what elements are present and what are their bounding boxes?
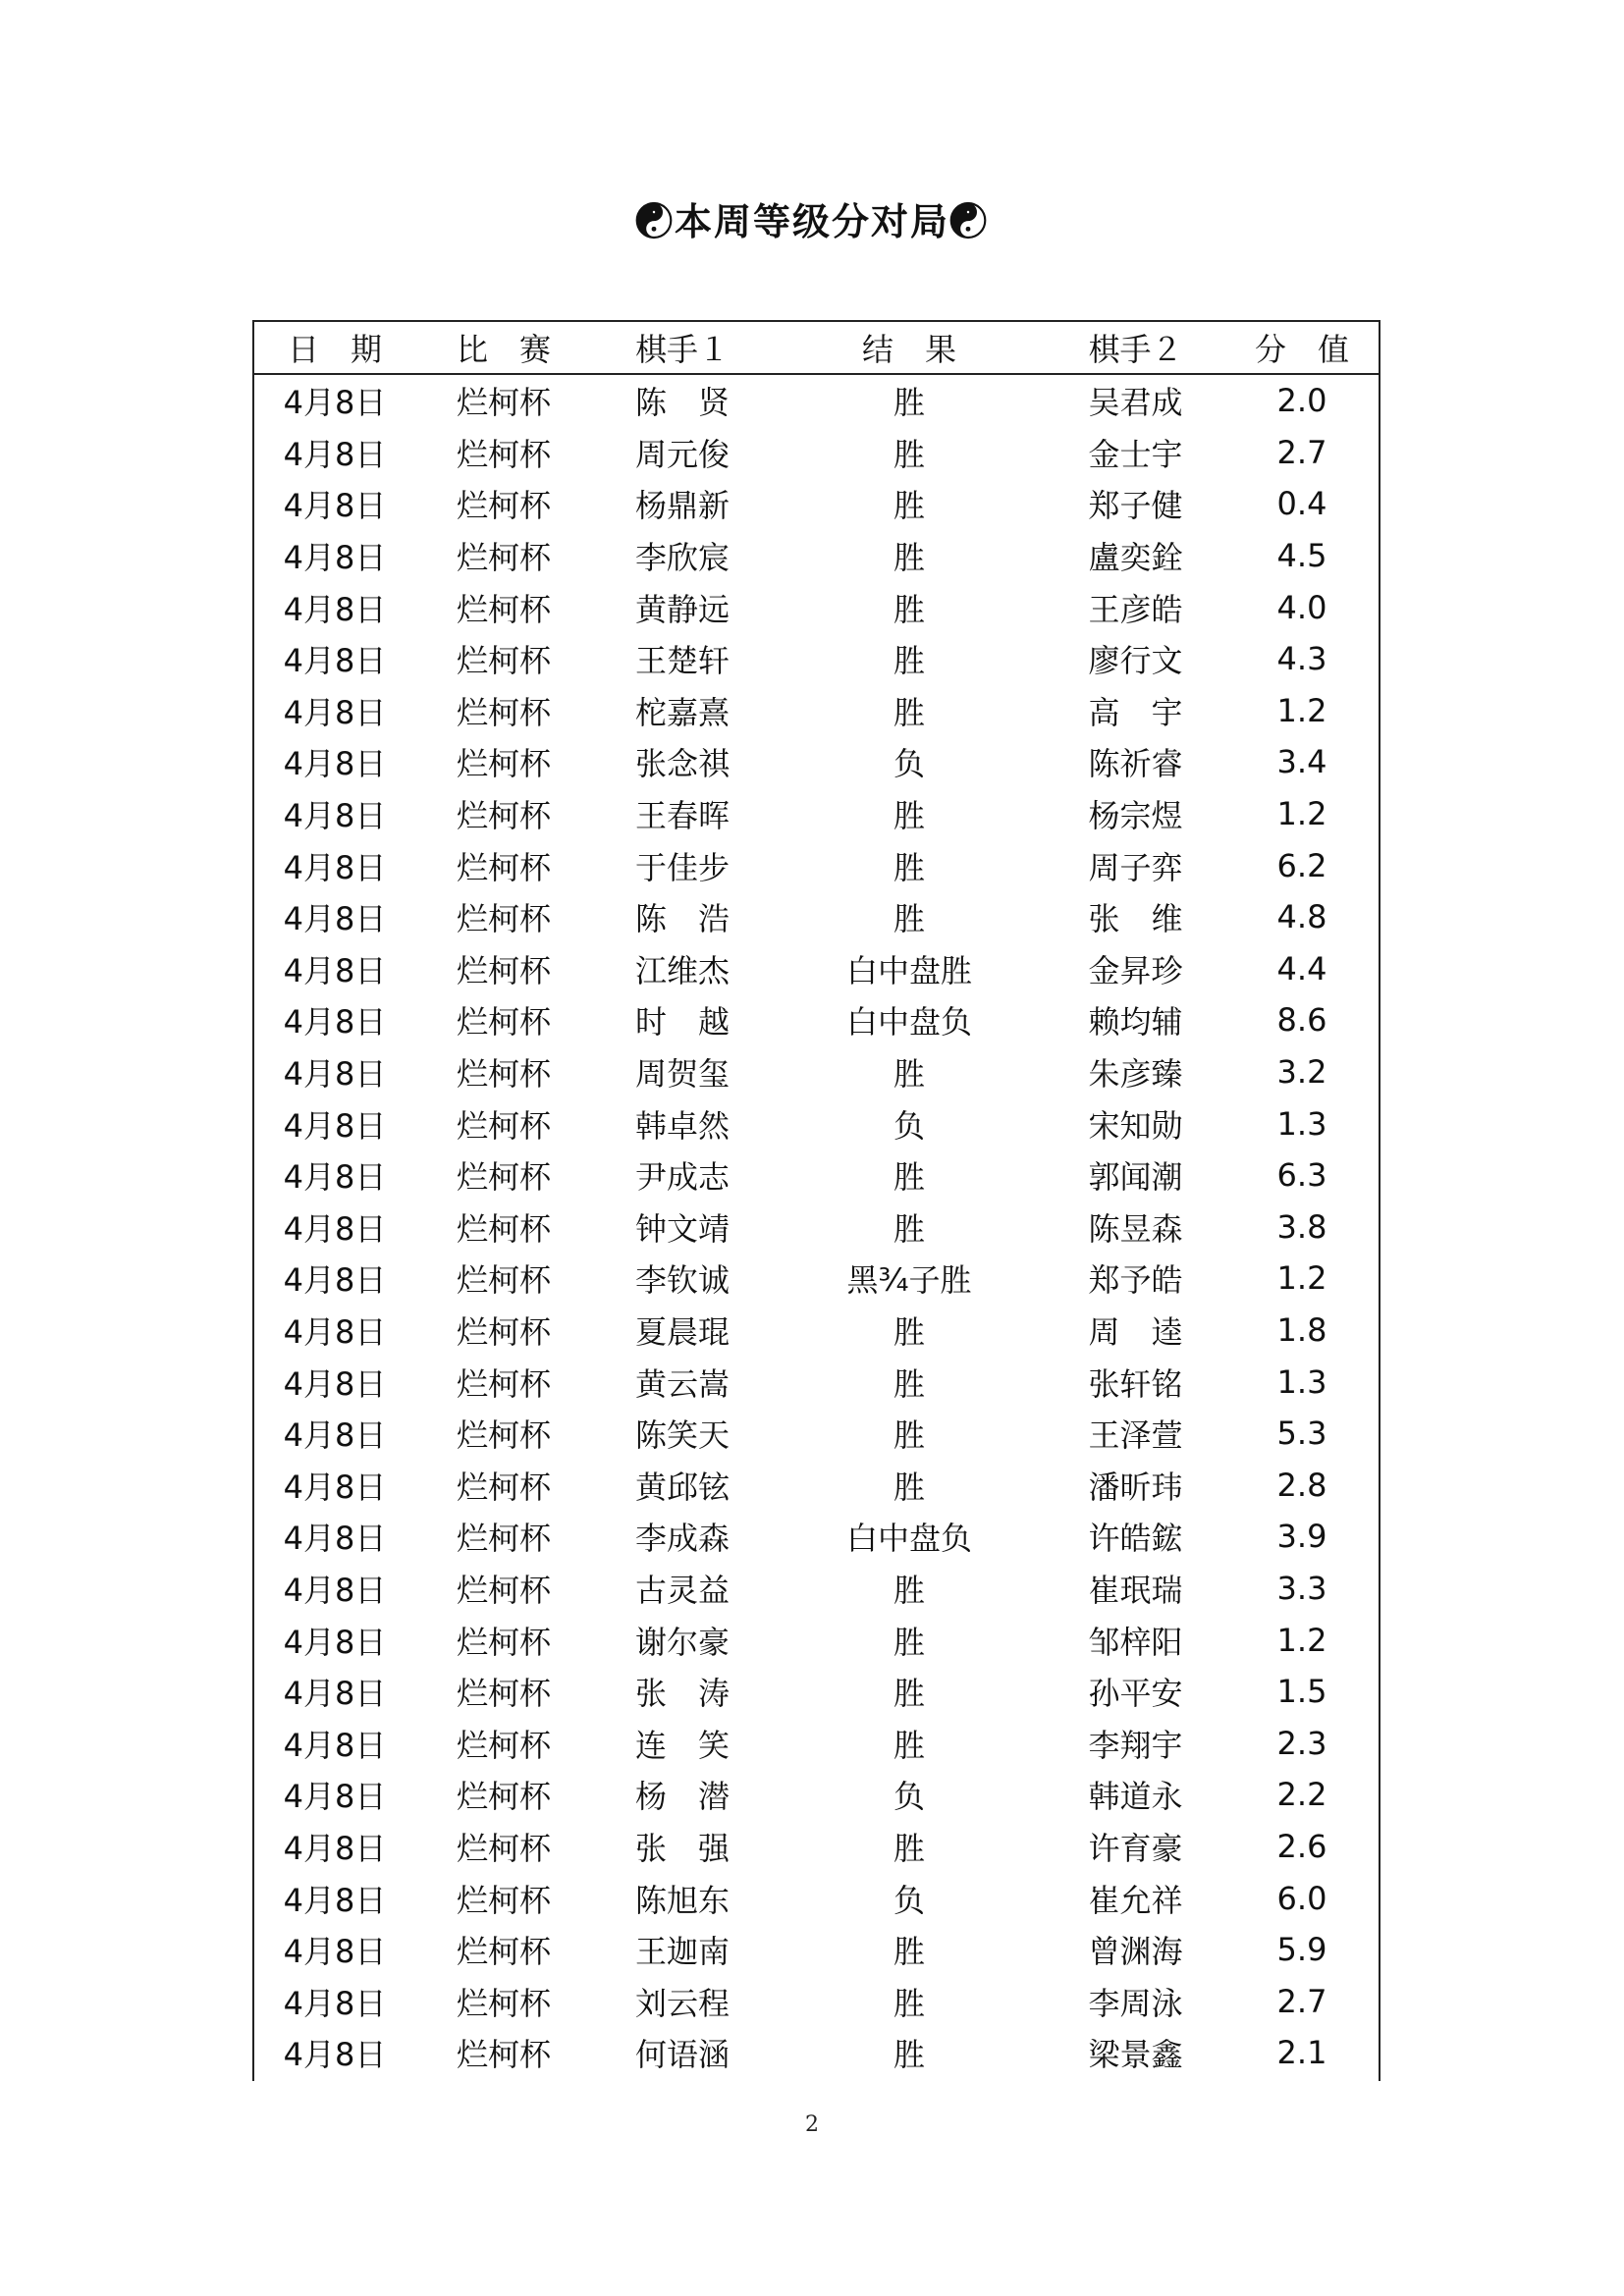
cell-score: 6.3 bbox=[1276, 1156, 1327, 1195]
header-event: 比 赛 bbox=[415, 322, 592, 374]
cell-player2: 陈祈睿 bbox=[1088, 745, 1183, 783]
cell-date: 4月8日 bbox=[283, 1312, 387, 1351]
cell-date: 4月8日 bbox=[283, 384, 387, 422]
cell-player2: 许育豪 bbox=[1088, 1829, 1183, 1867]
cell-result: 胜 bbox=[893, 1726, 925, 1764]
cell-date: 4月8日 bbox=[283, 1209, 387, 1248]
cell-event: 烂柯杯 bbox=[456, 1364, 551, 1403]
cell-result: 胜 bbox=[893, 590, 925, 628]
cell-score: 2.1 bbox=[1276, 2034, 1327, 2072]
cell-date: 4月8日 bbox=[283, 1675, 387, 1713]
cell-player1: 尹成志 bbox=[634, 1158, 730, 1197]
cell-score: 5.9 bbox=[1276, 1931, 1327, 1969]
cell-player1: 陈 贤 bbox=[634, 384, 730, 422]
cell-result: 胜 bbox=[893, 1364, 925, 1403]
cell-event: 烂柯杯 bbox=[456, 1829, 551, 1867]
table-row bbox=[254, 685, 1379, 737]
cell-score: 1.8 bbox=[1276, 1310, 1327, 1349]
table-row bbox=[254, 839, 1379, 891]
cell-player1: 李钦诚 bbox=[634, 1261, 730, 1300]
cell-player2: 邹梓阳 bbox=[1088, 1623, 1183, 1661]
cell-player2: 郑子健 bbox=[1088, 487, 1183, 525]
cell-player2: 张轩铭 bbox=[1088, 1364, 1183, 1403]
table-row bbox=[254, 1924, 1379, 1976]
cell-result: 白中盘负 bbox=[845, 1003, 972, 1041]
cell-result: 胜 bbox=[893, 1675, 925, 1713]
table-row bbox=[254, 478, 1379, 530]
cell-player1: 于佳步 bbox=[634, 848, 730, 886]
cell-result: 胜 bbox=[893, 539, 925, 577]
cell-player1: 钟文靖 bbox=[634, 1209, 730, 1248]
cell-date: 4月8日 bbox=[283, 1933, 387, 1971]
cell-player1: 连 笑 bbox=[634, 1726, 730, 1764]
cell-date: 4月8日 bbox=[283, 848, 387, 886]
cell-date: 4月8日 bbox=[283, 1726, 387, 1764]
cell-player2: 曾渊海 bbox=[1088, 1933, 1183, 1971]
cell-player1: 韩卓然 bbox=[634, 1106, 730, 1145]
cell-event: 烂柯杯 bbox=[456, 1209, 551, 1248]
page-number: 2 bbox=[805, 2112, 819, 2137]
cell-event: 烂柯杯 bbox=[456, 745, 551, 783]
cell-player1: 刘云程 bbox=[634, 1984, 730, 2022]
table-row bbox=[254, 1149, 1379, 1201]
table-row bbox=[254, 1408, 1379, 1460]
cell-player1: 张 涛 bbox=[634, 1675, 730, 1713]
cell-player2: 郑予皓 bbox=[1088, 1261, 1183, 1300]
cell-score: 2.8 bbox=[1276, 1466, 1327, 1504]
cell-event: 烂柯杯 bbox=[456, 2036, 551, 2074]
table-row bbox=[254, 1872, 1379, 1924]
cell-player1: 时 越 bbox=[634, 1003, 730, 1041]
table-row bbox=[254, 1511, 1379, 1563]
cell-score: 1.5 bbox=[1276, 1673, 1327, 1711]
header-result: 结 果 bbox=[773, 322, 1046, 374]
cell-event: 烂柯杯 bbox=[456, 1055, 551, 1094]
cell-result: 黑¾子胜 bbox=[846, 1261, 972, 1300]
cell-date: 4月8日 bbox=[283, 1416, 387, 1455]
cell-event: 烂柯杯 bbox=[456, 384, 551, 422]
cell-event: 烂柯杯 bbox=[456, 1933, 551, 1971]
table-row bbox=[254, 1666, 1379, 1718]
cell-result: 负 bbox=[893, 1106, 925, 1145]
cell-score: 2.3 bbox=[1276, 1724, 1327, 1762]
cell-score: 3.8 bbox=[1276, 1207, 1327, 1246]
cell-score: 4.5 bbox=[1276, 537, 1327, 575]
cell-result: 胜 bbox=[893, 1209, 925, 1248]
table-row bbox=[254, 1459, 1379, 1511]
cell-player1: 江维杰 bbox=[634, 951, 730, 989]
cell-date: 4月8日 bbox=[283, 487, 387, 525]
cell-event: 烂柯杯 bbox=[456, 435, 551, 473]
cell-event: 烂柯杯 bbox=[456, 1984, 551, 2022]
cell-player2: 陈昱森 bbox=[1088, 1209, 1183, 1248]
cell-player2: 赖均辅 bbox=[1088, 1003, 1183, 1041]
cell-date: 4月8日 bbox=[283, 1623, 387, 1661]
cell-score: 1.2 bbox=[1276, 691, 1327, 729]
cell-result: 胜 bbox=[893, 384, 925, 422]
table-row bbox=[254, 374, 1379, 427]
table-row bbox=[254, 1717, 1379, 1769]
cell-event: 烂柯杯 bbox=[456, 1571, 551, 1609]
table-row bbox=[254, 427, 1379, 479]
cell-result: 负 bbox=[893, 1881, 925, 1919]
cell-event: 烂柯杯 bbox=[456, 693, 551, 731]
cell-date: 4月8日 bbox=[283, 1261, 387, 1300]
table-row bbox=[254, 1305, 1379, 1357]
cell-score: 4.3 bbox=[1276, 640, 1327, 678]
cell-player2: 崔珉瑞 bbox=[1088, 1571, 1183, 1609]
cell-score: 1.2 bbox=[1276, 1621, 1327, 1659]
cell-result: 胜 bbox=[893, 1829, 925, 1867]
cell-event: 烂柯杯 bbox=[456, 590, 551, 628]
cell-event: 烂柯杯 bbox=[456, 1003, 551, 1041]
cell-event: 烂柯杯 bbox=[456, 1881, 551, 1919]
cell-date: 4月8日 bbox=[283, 1520, 387, 1558]
cell-player2: 金士宇 bbox=[1088, 435, 1183, 473]
cell-score: 3.3 bbox=[1276, 1569, 1327, 1607]
cell-result: 胜 bbox=[893, 2036, 925, 2074]
page-title: ☯本周等级分对局☯ bbox=[634, 199, 989, 243]
cell-result: 胜 bbox=[893, 1623, 925, 1661]
table-row bbox=[254, 788, 1379, 840]
header-player2: 棋手２ bbox=[1046, 322, 1225, 374]
cell-result: 胜 bbox=[893, 1571, 925, 1609]
cell-score: 8.6 bbox=[1276, 1001, 1327, 1040]
cell-player1: 黄静远 bbox=[634, 590, 730, 628]
cell-result: 胜 bbox=[893, 900, 925, 938]
cell-event: 烂柯杯 bbox=[456, 1261, 551, 1300]
header-row bbox=[254, 322, 1379, 374]
cell-player1: 张念祺 bbox=[634, 745, 730, 783]
results-table-container bbox=[252, 320, 1380, 2081]
results-table bbox=[254, 322, 1379, 2079]
cell-player2: 高 宇 bbox=[1088, 693, 1183, 731]
cell-player2: 金昇珍 bbox=[1088, 951, 1183, 989]
cell-player2: 吴君成 bbox=[1088, 384, 1183, 422]
table-row bbox=[254, 530, 1379, 582]
cell-date: 4月8日 bbox=[283, 642, 387, 680]
cell-player2: 许皓鋐 bbox=[1088, 1520, 1183, 1558]
cell-score: 3.2 bbox=[1276, 1053, 1327, 1092]
cell-player1: 王春晖 bbox=[634, 797, 730, 835]
cell-player1: 张 强 bbox=[634, 1829, 730, 1867]
cell-player2: 盧奕銓 bbox=[1088, 539, 1183, 577]
table-row bbox=[254, 1563, 1379, 1615]
table-row bbox=[254, 581, 1379, 633]
cell-result: 胜 bbox=[893, 642, 925, 680]
cell-player2: 潘昕玮 bbox=[1088, 1468, 1183, 1506]
cell-date: 4月8日 bbox=[283, 1364, 387, 1403]
cell-player1: 夏晨琨 bbox=[634, 1312, 730, 1351]
cell-result: 负 bbox=[893, 745, 925, 783]
cell-date: 4月8日 bbox=[283, 1881, 387, 1919]
cell-date: 4月8日 bbox=[283, 797, 387, 835]
table-row bbox=[254, 1614, 1379, 1666]
cell-result: 胜 bbox=[893, 435, 925, 473]
cell-player1: 何语涵 bbox=[634, 2036, 730, 2074]
cell-result: 胜 bbox=[893, 1055, 925, 1094]
cell-date: 4月8日 bbox=[283, 1984, 387, 2022]
cell-player2: 李翔宇 bbox=[1088, 1726, 1183, 1764]
table-row bbox=[254, 633, 1379, 685]
cell-player1: 古灵益 bbox=[634, 1571, 730, 1609]
cell-date: 4月8日 bbox=[283, 951, 387, 989]
cell-score: 4.4 bbox=[1276, 949, 1327, 988]
cell-date: 4月8日 bbox=[283, 539, 387, 577]
table-row bbox=[254, 891, 1379, 943]
cell-score: 6.2 bbox=[1276, 846, 1327, 884]
cell-player1: 谢尔豪 bbox=[634, 1623, 730, 1661]
cell-player1: 王楚轩 bbox=[634, 642, 730, 680]
cell-date: 4月8日 bbox=[283, 693, 387, 731]
header-score: 分 值 bbox=[1225, 322, 1379, 374]
table-row bbox=[254, 1975, 1379, 2027]
cell-player2: 周子弈 bbox=[1088, 848, 1183, 886]
cell-player2: 孙平安 bbox=[1088, 1675, 1183, 1713]
cell-event: 烂柯杯 bbox=[456, 1726, 551, 1764]
cell-score: 4.8 bbox=[1276, 898, 1327, 936]
cell-player1: 柁嘉熹 bbox=[634, 693, 730, 731]
table-row bbox=[254, 943, 1379, 995]
table-row bbox=[254, 1356, 1379, 1408]
cell-player1: 王迦南 bbox=[634, 1933, 730, 1971]
cell-event: 烂柯杯 bbox=[456, 1675, 551, 1713]
cell-event: 烂柯杯 bbox=[456, 900, 551, 938]
table-row bbox=[254, 736, 1379, 788]
cell-player2: 张 维 bbox=[1088, 900, 1183, 938]
cell-event: 烂柯杯 bbox=[456, 848, 551, 886]
cell-player2: 廖行文 bbox=[1088, 642, 1183, 680]
cell-player2: 宋知勋 bbox=[1088, 1106, 1183, 1145]
table-row bbox=[254, 1097, 1379, 1149]
cell-player1: 黄云嵩 bbox=[634, 1364, 730, 1403]
cell-result: 负 bbox=[893, 1778, 925, 1816]
cell-event: 烂柯杯 bbox=[456, 951, 551, 989]
cell-result: 胜 bbox=[893, 487, 925, 525]
cell-player1: 李成森 bbox=[634, 1520, 730, 1558]
cell-result: 胜 bbox=[893, 693, 925, 731]
cell-player2: 梁景鑫 bbox=[1088, 2036, 1183, 2074]
cell-date: 4月8日 bbox=[283, 1468, 387, 1506]
cell-player2: 韩道永 bbox=[1088, 1778, 1183, 1816]
cell-event: 烂柯杯 bbox=[456, 1312, 551, 1351]
cell-result: 白中盘胜 bbox=[845, 951, 972, 989]
table-row bbox=[254, 1253, 1379, 1305]
cell-date: 4月8日 bbox=[283, 745, 387, 783]
cell-date: 4月8日 bbox=[283, 1829, 387, 1867]
cell-score: 3.4 bbox=[1276, 743, 1327, 781]
cell-date: 4月8日 bbox=[283, 1003, 387, 1041]
cell-result: 胜 bbox=[893, 1312, 925, 1351]
cell-event: 烂柯杯 bbox=[456, 1468, 551, 1506]
cell-event: 烂柯杯 bbox=[456, 539, 551, 577]
cell-player1: 李欣宸 bbox=[634, 539, 730, 577]
cell-score: 5.3 bbox=[1276, 1415, 1327, 1453]
cell-result: 胜 bbox=[893, 1468, 925, 1506]
cell-player1: 周元俊 bbox=[634, 435, 730, 473]
cell-event: 烂柯杯 bbox=[456, 1520, 551, 1558]
cell-result: 白中盘负 bbox=[845, 1520, 972, 1558]
table-header bbox=[254, 322, 1379, 374]
table-row bbox=[254, 1201, 1379, 1254]
cell-date: 4月8日 bbox=[283, 590, 387, 628]
table-row bbox=[254, 994, 1379, 1046]
cell-player1: 黄邱铉 bbox=[634, 1468, 730, 1506]
cell-player2: 郭闻潮 bbox=[1088, 1158, 1183, 1197]
cell-event: 烂柯杯 bbox=[456, 1416, 551, 1455]
cell-score: 0.4 bbox=[1276, 485, 1327, 523]
cell-score: 1.2 bbox=[1276, 795, 1327, 833]
cell-player1: 陈 浩 bbox=[634, 900, 730, 938]
table-row bbox=[254, 1769, 1379, 1821]
cell-date: 4月8日 bbox=[283, 1055, 387, 1094]
cell-date: 4月8日 bbox=[283, 1106, 387, 1145]
cell-score: 2.2 bbox=[1276, 1776, 1327, 1814]
cell-date: 4月8日 bbox=[283, 1158, 387, 1197]
cell-score: 2.7 bbox=[1276, 433, 1327, 471]
cell-score: 6.0 bbox=[1276, 1879, 1327, 1917]
cell-player1: 周贺玺 bbox=[634, 1055, 730, 1094]
cell-score: 2.7 bbox=[1276, 1982, 1327, 2020]
header-player1: 棋手１ bbox=[592, 322, 773, 374]
cell-result: 胜 bbox=[893, 1158, 925, 1197]
cell-score: 3.9 bbox=[1276, 1518, 1327, 1556]
cell-date: 4月8日 bbox=[283, 435, 387, 473]
table-row bbox=[254, 1821, 1379, 1873]
cell-result: 胜 bbox=[893, 1984, 925, 2022]
cell-event: 烂柯杯 bbox=[456, 1106, 551, 1145]
cell-result: 胜 bbox=[893, 1416, 925, 1455]
cell-date: 4月8日 bbox=[283, 1571, 387, 1609]
cell-event: 烂柯杯 bbox=[456, 797, 551, 835]
cell-score: 4.0 bbox=[1276, 588, 1327, 626]
header-date: 日 期 bbox=[254, 322, 415, 374]
cell-score: 2.6 bbox=[1276, 1827, 1327, 1865]
cell-result: 胜 bbox=[893, 848, 925, 886]
table-body bbox=[254, 374, 1379, 2079]
cell-event: 烂柯杯 bbox=[456, 1778, 551, 1816]
cell-player1: 陈旭东 bbox=[634, 1881, 730, 1919]
cell-player2: 王泽萱 bbox=[1088, 1416, 1183, 1455]
cell-player1: 陈笑天 bbox=[634, 1416, 730, 1455]
cell-event: 烂柯杯 bbox=[456, 1158, 551, 1197]
cell-score: 2.0 bbox=[1276, 382, 1327, 420]
cell-event: 烂柯杯 bbox=[456, 487, 551, 525]
cell-result: 胜 bbox=[893, 797, 925, 835]
cell-date: 4月8日 bbox=[283, 900, 387, 938]
cell-player1: 杨鼎新 bbox=[634, 487, 730, 525]
cell-result: 胜 bbox=[893, 1933, 925, 1971]
cell-event: 烂柯杯 bbox=[456, 1623, 551, 1661]
cell-score: 1.3 bbox=[1276, 1104, 1327, 1143]
cell-player1: 杨 潜 bbox=[634, 1778, 730, 1816]
cell-player2: 李周泳 bbox=[1088, 1984, 1183, 2022]
cell-event: 烂柯杯 bbox=[456, 642, 551, 680]
cell-player2: 朱彦臻 bbox=[1088, 1055, 1183, 1094]
cell-player2: 周 逵 bbox=[1088, 1312, 1183, 1351]
cell-player2: 崔允祥 bbox=[1088, 1881, 1183, 1919]
cell-player2: 王彦皓 bbox=[1088, 590, 1183, 628]
cell-score: 1.3 bbox=[1276, 1362, 1327, 1401]
table-row bbox=[254, 1046, 1379, 1098]
cell-player2: 杨宗煜 bbox=[1088, 797, 1183, 835]
cell-date: 4月8日 bbox=[283, 1778, 387, 1816]
cell-date: 4月8日 bbox=[283, 2036, 387, 2074]
table-row bbox=[254, 2027, 1379, 2079]
cell-score: 1.2 bbox=[1276, 1259, 1327, 1298]
